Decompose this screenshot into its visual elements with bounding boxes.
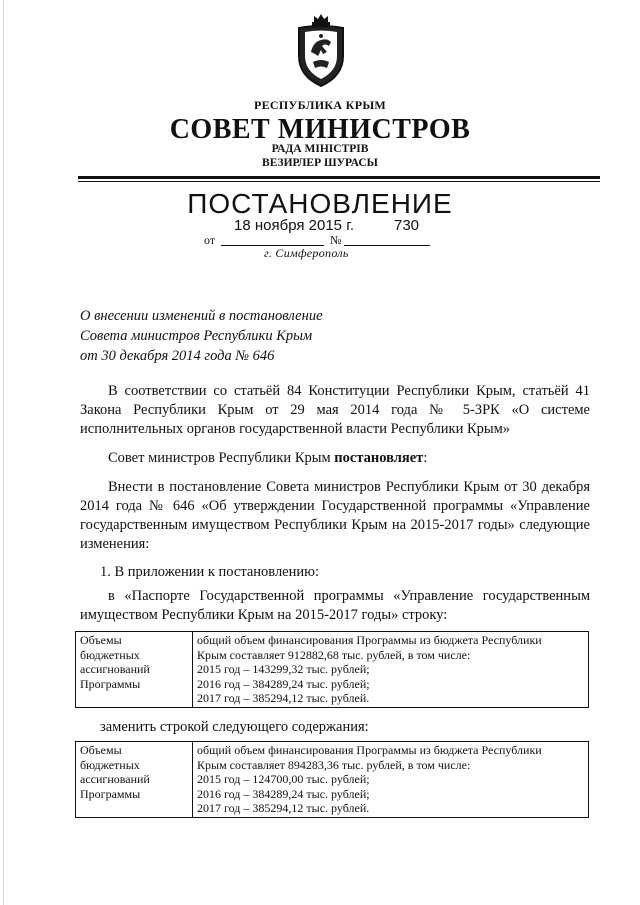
label-line: бюджетных [80, 647, 140, 662]
resolves-colon: : [423, 450, 428, 466]
resolves-keyword: постановляет [334, 450, 424, 466]
header-rule-thick [78, 176, 600, 179]
document-type: ПОСТАНОВЛЕНИЕ [187, 188, 453, 219]
council-title-ua: РАДА МІНІСТРІВ [271, 143, 369, 155]
document-date: 18 ноября 2015 г. [234, 217, 354, 234]
document-number: 730 [394, 217, 420, 234]
label-line: ассигнований [80, 662, 150, 676]
value-line: 2016 год – 384289,24 тыс. рублей; [197, 676, 370, 691]
number-underline [344, 245, 430, 246]
paragraph-item-1: 1. В приложении к постановлению: [100, 564, 320, 580]
number-label: № [330, 233, 342, 247]
subject-line: от 30 декабря 2014 года № 646 [80, 348, 275, 364]
council-title: СОВЕТ МИНИСТРОВ [169, 114, 471, 145]
label-line: Объемы [80, 633, 122, 647]
value-line: Крым составляет 912882,68 тыс. рублей, в том числе: [197, 647, 471, 662]
document-subject [80, 306, 323, 366]
value-line: 2015 год – 143299,32 тыс. рублей; [197, 662, 370, 676]
value-line: 2017 год – 385294,12 тыс. рублей. [197, 801, 370, 815]
label-line: Объемы [80, 743, 122, 757]
funding-table-old [75, 631, 589, 708]
value-line: Крым составляет 894283,36 тыс. рублей, в том числе: [197, 757, 471, 772]
subject-line: Совета министров Республики Крым [80, 328, 313, 344]
value-line: 2016 год – 384289,24 тыс. рублей; [197, 786, 370, 801]
header-rule-thin [78, 181, 600, 182]
value-line: общий объем финансирования Программы из бюджета Республики [197, 633, 542, 647]
table-label-cell [76, 742, 193, 818]
paragraph-amend: Внести в постановление Совета министров Республики Крым от 30 декабря 2014 года № 646 «Об утверждении Государственной программы «Управление государственным имуществом Республики Крым на 2015-2017 годы» следующие изменения: [80, 479, 590, 552]
label-line: ассигнований [80, 772, 150, 786]
value-line: общий объем финансирования Программы из бюджета Республики [197, 743, 542, 757]
label-line: бюджетных [80, 757, 140, 772]
resolves-text: Совет министров Республики Крым [108, 450, 335, 466]
republic-name: РЕСПУБЛИКА КРЫМ [253, 98, 387, 112]
table-value-cell [193, 742, 589, 818]
subject-line: О внесении изменений в постановление [80, 308, 323, 324]
paragraph-passport: в «Паспорте Государственной программы «Управление государственным имуществом Республики Крым на 2015-2017 годы» строку: [80, 588, 590, 623]
table-label-cell [76, 632, 193, 708]
funding-table-new [75, 741, 589, 818]
paragraph-replace: заменить строкой следующего содержания: [100, 719, 369, 735]
label-line: Программы [80, 786, 141, 801]
paragraph-resolves [80, 449, 590, 468]
value-line: 2015 год – 124700,00 тыс. рублей; [197, 772, 370, 786]
date-label: от [204, 233, 216, 247]
table-row [76, 742, 589, 818]
table-value-cell [193, 632, 589, 708]
table-row [76, 632, 589, 708]
label-line: Программы [80, 676, 141, 691]
value-line: 2017 год – 385294,12 тыс. рублей. [197, 691, 370, 705]
council-title-ct: ВЕЗИРЛЕР ШУРАСЫ [262, 157, 378, 169]
crimea-coat-of-arms-icon [291, 12, 351, 90]
paragraph-legal-basis: В соответствии со статьёй 84 Конституции Республики Крым, статьёй 41 Закона Республики Крым от 29 мая 2014 года № 5-ЗРК «О системе исполнительных органов государственной власти Республики Крым» [80, 383, 590, 437]
document-city: г. Симферополь [264, 246, 349, 260]
